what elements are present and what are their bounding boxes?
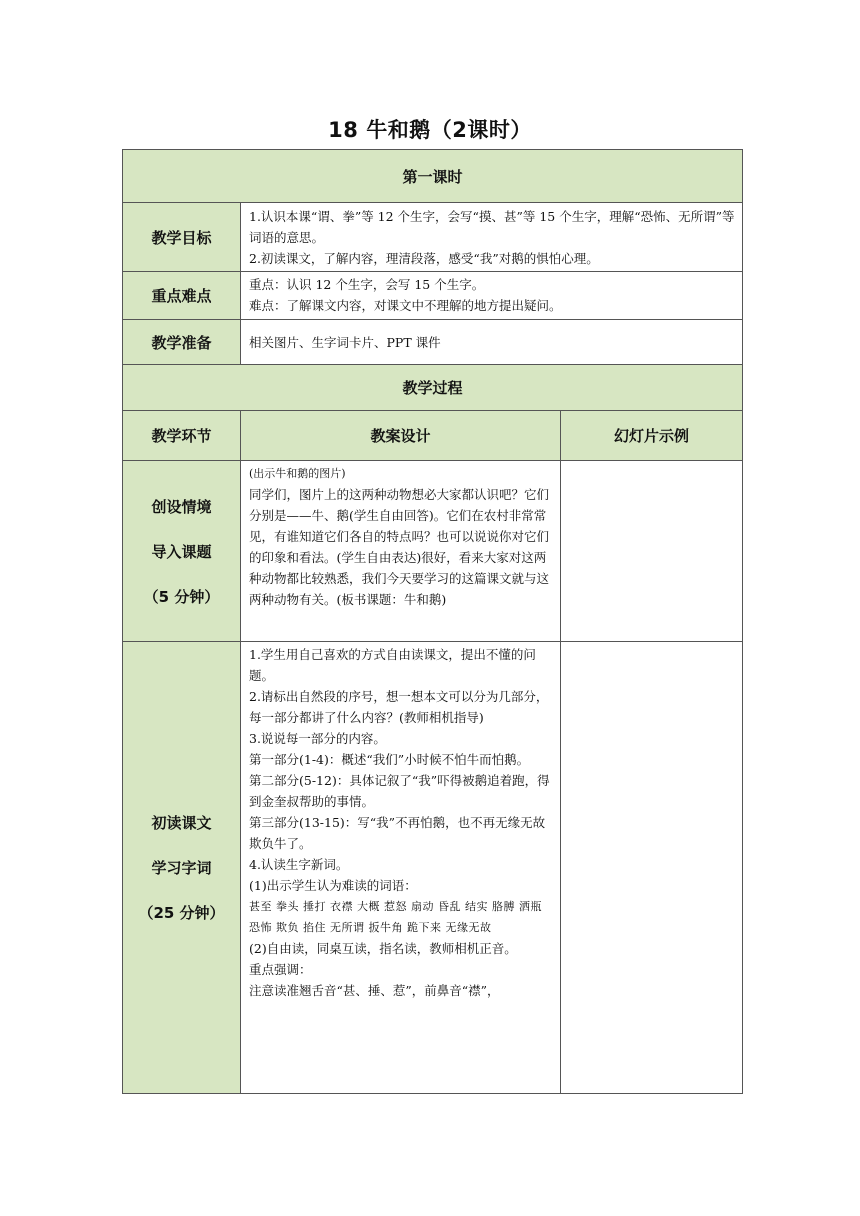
page-title: 18 牛和鹅（2课时）	[328, 118, 532, 142]
step2-content	[241, 642, 561, 1094]
step2-line: (1)出示学生认为难读的词语：	[249, 878, 417, 893]
step2-line: 1.学生用自己喜欢的方式自由读课文，提出不懂的问题。	[249, 647, 536, 683]
column-header-row	[123, 411, 743, 461]
step1-label-line: （5 分钟）	[143, 587, 220, 606]
step1-label	[123, 461, 241, 642]
objective-line: 2.初读课文，了解内容，理清段落，感受“我”对鹅的惧怕心理。	[249, 251, 599, 266]
step1-label-line: 创设情境	[151, 497, 212, 516]
step1-line: 同学们，图片上的这两种动物想必大家都认识吧？它们分别是——牛、鹅(学生自由回答)。它们在农村非常常见，有谁知道它们各自的特点吗？也可以说说你对它们的印象和看法。(学生自由表达)很好，看来大家对这两种动物都比较熟悉，我们今天要学习的这篇课文就与这两种动物有关。(板书课题：牛和鹅)	[249, 487, 550, 607]
key-point-line: 重点：认识 12 个生字，会写 15 个生字。	[249, 277, 485, 292]
key-points-content	[241, 272, 743, 320]
key-points-label: 重点难点	[123, 272, 241, 320]
step2-line: 4.认读生字新词。	[249, 857, 349, 872]
step1-row	[123, 461, 743, 642]
step2-line: 注意读准翘舌音“甚、捶、惹”，前鼻音“襟”，	[249, 983, 500, 998]
objective-line: 1.认识本课“谓、拳”等 12 个生字，会写“摸、甚”等 15 个生字，理解“恐怖、无所谓”等词语的意思。	[249, 209, 735, 245]
step2-line: 3.说说每一部分的内容。	[249, 731, 386, 746]
step2-label-line: （25 分钟）	[138, 904, 225, 922]
objectives-label: 教学目标	[123, 203, 241, 272]
objectives-content	[241, 203, 743, 272]
process-header-row	[123, 365, 743, 411]
preparation-row	[123, 320, 743, 365]
step2-slide-cell	[561, 642, 743, 1094]
key-point-line: 难点：了解课文内容，对课文中不理解的地方提出疑问。	[249, 298, 562, 313]
column-header-slides: 幻灯片示例	[561, 411, 743, 461]
step2-line: (2)自由读，同桌互读，指名读，教师相机正音。	[249, 941, 517, 956]
key-points-row	[123, 272, 743, 320]
objectives-row	[123, 203, 743, 272]
lesson-header-row	[123, 150, 743, 203]
column-header-step: 教学环节	[123, 411, 241, 461]
step1-slide-cell	[561, 461, 743, 642]
step2-line: 第一部分(1-4)：概述“我们”小时候不怕牛而怕鹅。	[249, 752, 530, 767]
step1-content	[241, 461, 561, 642]
vocabulary-list: 甚至 拳头 捶打 衣襟 大概 惹怒 扇动 昏乱 结实 胳膊 洒瓶 恐怖 欺负 掐住 无所谓 扳牛角 跪下来 无缘无故	[249, 900, 542, 934]
step1-line: (出示牛和鹅的图片)	[249, 467, 346, 480]
process-header: 教学过程	[123, 365, 743, 411]
column-header-design: 教案设计	[241, 411, 561, 461]
step2-line: 重点强调：	[249, 962, 312, 977]
lesson-plan-table	[122, 149, 743, 1094]
step2-line: 2.请标出自然段的序号，想一想本文可以分为几部分，每一部分都讲了什么内容？(教师相机指导)	[249, 689, 549, 725]
preparation-content: 相关图片、生字词卡片、PPT 课件	[241, 320, 743, 365]
preparation-label: 教学准备	[123, 320, 241, 365]
step2-row	[123, 642, 743, 1094]
step2-line: 第三部分(13-15)：写“我”不再怕鹅，也不再无缘无故欺负牛了。	[249, 815, 546, 851]
step1-label-line: 导入课题	[151, 542, 212, 561]
step2-label-line: 初读课文	[151, 814, 212, 832]
step2-label-line: 学习字词	[151, 859, 212, 877]
step2-line: 第二部分(5-12)：具体记叙了“我”吓得被鹅追着跑，得到金奎叔帮助的事情。	[249, 773, 550, 809]
step2-label	[123, 642, 241, 1094]
lesson-title: 第一课时	[123, 150, 743, 203]
